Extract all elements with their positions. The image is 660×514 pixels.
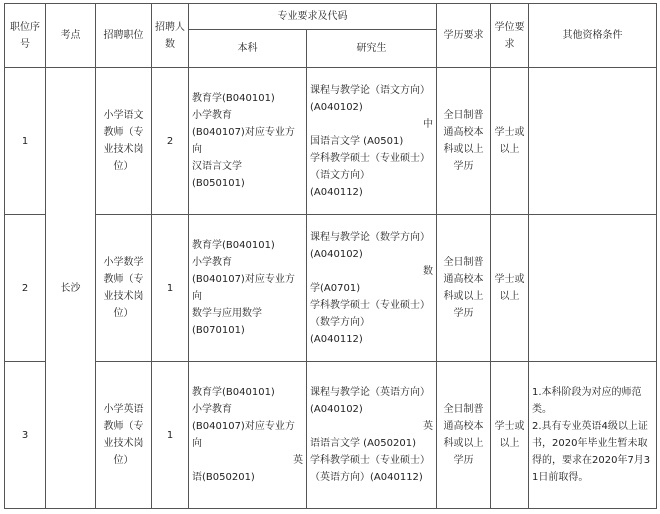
row-seq: 3 [5,362,46,509]
row-degree: 学士或以上 [491,215,529,362]
row-degree: 学士或以上 [491,362,529,509]
row-education: 全日制普通高校本科或以上学历 [437,68,491,215]
header-education: 学历要求 [437,4,491,68]
table-row [5,215,657,362]
header-place: 考点 [46,4,96,68]
place-cell: 长沙 [46,68,96,509]
row-count: 1 [152,215,189,362]
row-seq: 2 [5,215,46,362]
header-other: 其他资格条件 [529,4,657,68]
row-bachelor: 教育学(B040101) 小学教育 (B040107)对应专业方向 数学与应用数学 (B070101) [189,215,307,362]
row-position: 小学语文教师（专业技术岗位） [96,68,152,215]
header-seq: 职位序号 [5,4,46,68]
header-position: 招聘职位 [96,4,152,68]
row-education: 全日制普通高校本科或以上学历 [437,215,491,362]
row-position: 小学英语教师（专业技术岗位） [96,362,152,509]
recruitment-table [4,3,657,509]
row-count: 2 [152,68,189,215]
row-graduate: 课程与教学论（数学方向）(A040102) 数 学(A0701) 学科教学硕士（专业硕士）（数学方向） (A040112) [307,215,437,362]
row-seq: 1 [5,68,46,215]
table-row [5,362,657,509]
header-graduate: 研究生 [307,30,437,68]
row-other [529,215,657,362]
header-major-group: 专业要求及代码 [189,4,437,30]
row-graduate: 课程与教学论（英语方向）(A040102) 英 语语言文学 (A050201) 学科教学硕士（专业硕士）（英语方向）(A040112) [307,362,437,509]
row-other: 1.本科阶段为对应的师范类。 2.具有专业英语4级以上证书，2020年毕业生暂未取得的，要求在2020年7月31日前取得。 [529,362,657,509]
header-bachelor: 本科 [189,30,307,68]
row-education: 全日制普通高校本科或以上学历 [437,362,491,509]
row-count: 1 [152,362,189,509]
row-graduate: 课程与教学论（语文方向）(A040102) 中 国语言文学 (A0501) 学科教学硕士（专业硕士）（语文方向） (A040112) [307,68,437,215]
table-row [5,68,657,215]
row-bachelor: 教育学(B040101) 小学教育 (B040107)对应专业方向 英 语(B050201) [189,362,307,509]
header-count: 招聘人数 [152,4,189,68]
row-degree: 学士或以上 [491,68,529,215]
row-bachelor: 教育学(B040101) 小学教育 (B040107)对应专业方向 汉语言文学 (B050101) [189,68,307,215]
row-position: 小学数学教师（专业技术岗位） [96,215,152,362]
header-degree: 学位要求 [491,4,529,68]
row-other [529,68,657,215]
